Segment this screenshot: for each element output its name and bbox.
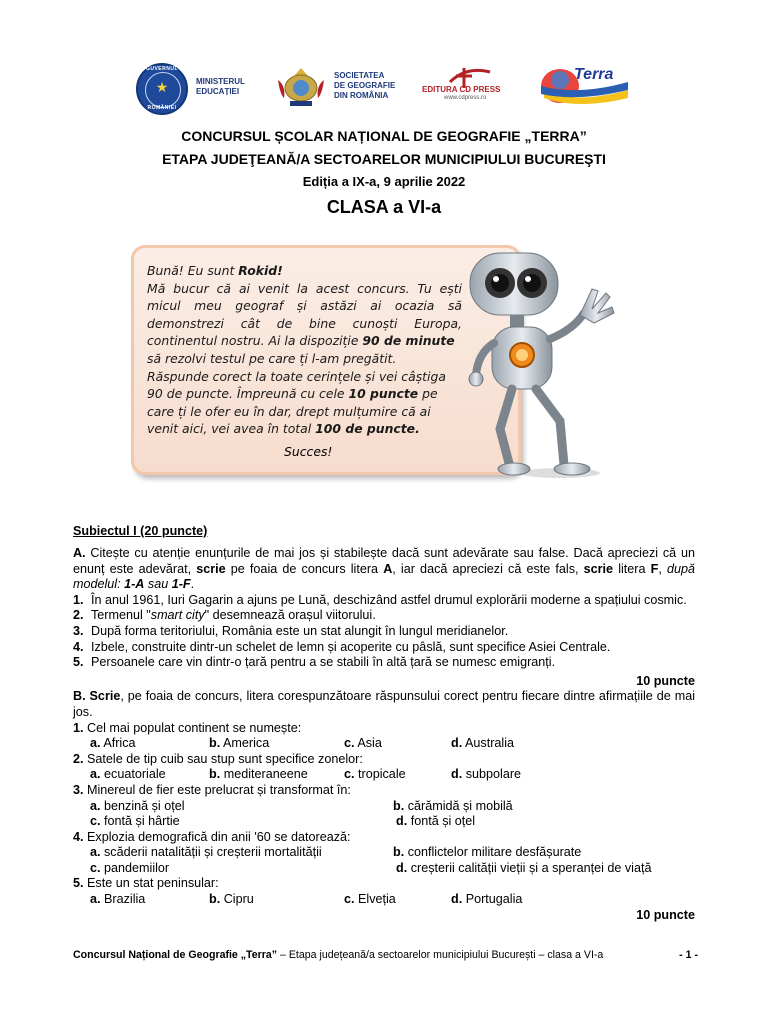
answer-option: d. Portugalia xyxy=(451,892,523,907)
subject-title: Subiectul I (20 puncte) xyxy=(73,524,208,538)
question-item: 1. Cel mai populat continent se numește: xyxy=(73,720,302,735)
society-name: SOCIETATEA DE GEOGRAFIE DIN ROMÂNIA xyxy=(334,71,396,100)
question-item: 3. Minereul de fier este prelucrat și transformat în: xyxy=(73,782,351,797)
answer-options xyxy=(73,799,695,815)
section-a-score: 10 puncte xyxy=(636,673,695,688)
intro-sign-off: Succes! xyxy=(284,444,333,459)
answer-option: a. Brazilia xyxy=(90,892,146,907)
answer-option: a. scăderii natalității și creșterii mortalității xyxy=(90,845,322,860)
answer-options xyxy=(73,814,695,830)
answer-option: c. fontă și hârtie xyxy=(90,814,180,829)
answer-option: c. Elveția xyxy=(344,892,396,907)
question-item: 4. Explozia demografică din anii '60 se datorează: xyxy=(73,829,351,844)
stage-title: ETAPA JUDEŢEANĂ/A SECTOARELOR MUNICIPIULUI BUCUREŞTI xyxy=(162,151,606,167)
section-a xyxy=(73,546,695,923)
answer-option: b. America xyxy=(209,736,270,751)
statement-item: 3. După forma teritoriului, România este un stat alungit în lungul meridianelor. xyxy=(73,623,509,638)
page-number: - 1 - xyxy=(679,949,698,961)
answer-options xyxy=(73,736,695,752)
answer-option: c. pandemiilor xyxy=(90,860,170,875)
answer-option: d. subpolare xyxy=(451,767,522,782)
section-a-instructions: A. Citește cu atenție enunțurile de mai jos și stabilește dacă sunt adevărate sau false. Dacă apreciezi că un enunț este adevărat, scrie pe foaia de concurs litera A, iar dacă apreciezi că este fals, scrie litera F, după modelul: 1-A sau 1-F. xyxy=(73,546,696,592)
statement-item: 4. Izbele, construite dintr-un schelet de lemn și acoperite cu pâslă, sunt specifice Asiei Centrale. xyxy=(73,639,611,654)
ministry-name: MINISTERUL EDUCAȚIEI xyxy=(196,77,245,96)
statement-item: 1. În anul 1961, Iuri Gagarin a ajuns pe Lună, deschizând astfel drumul explorării moderne a spațiului cosmic. xyxy=(73,592,687,607)
answer-option: b. conflictelor militare desfășurate xyxy=(393,845,582,860)
intro-message: Bună! Eu sunt Rokid! Mă bucur că ai venit la acest concurs. Tu ești micul meu geograf și astăzi ai ocazia să demonstrezi cât de bine cunoști Europa, continentul nostru. Ai la dispoziție 90 de minute să rezolvi testul pe care ți l-am pregătit. Răspunde corect la toate cerințele și vei câștiga 90 de puncte. Împreună cu cele 10 puncte pe care ți le ofer eu în dar, drept mulțumire că ai venit aici, vei avea în total 100 de puncte. xyxy=(147,263,462,437)
answer-options xyxy=(73,861,695,877)
contest-title: CONCURSUL ȘCOLAR NAȚIONAL DE GEOGRAFIE „TERRA” xyxy=(181,128,587,144)
question-item: 5. Este un stat peninsular: xyxy=(73,876,219,891)
answer-option: a. benzină și oțel xyxy=(90,798,185,813)
robot-illustration xyxy=(452,243,628,483)
answer-option: a. Africa xyxy=(90,736,136,751)
answer-option: b. mediteraneene xyxy=(209,767,308,782)
answer-option: c. tropicale xyxy=(344,767,406,782)
answer-option: d. Australia xyxy=(451,736,515,751)
section-b-instructions: B. Scrie, pe foaia de concurs, litera corespunzătoare răspunsului corect pentru fiecare dintre afirmațiile de mai jos. xyxy=(73,689,696,719)
answer-options xyxy=(73,767,695,783)
geographic-society-emblem xyxy=(272,64,330,108)
question-item: 2. Satele de tip cuib sau stup sunt specifice zonelor: xyxy=(73,751,363,766)
edition-date: Ediția a IX-a, 9 aprilie 2022 xyxy=(302,174,466,189)
answer-options xyxy=(73,845,695,861)
cd-press-logo: EDITURA CD PRESS www.cdpress.ro xyxy=(420,66,512,104)
answer-options xyxy=(73,892,695,908)
answer-option: b. Cipru xyxy=(209,892,254,907)
section-b-score: 10 puncte xyxy=(636,907,695,922)
guvernul-romaniei-seal: GUVERNUL ★ ROMÂNIEI xyxy=(136,63,188,115)
statement-item: 5. Persoanele care vin dintr-o țară pentru a se stabili în altă țară se numesc emigranți. xyxy=(73,655,556,670)
statement-item: 2. Termenul "smart city" desemnează orașul viitorului. xyxy=(73,608,376,623)
answer-option: d. fontă și oțel xyxy=(396,814,476,829)
answer-option: b. cărămidă și mobilă xyxy=(393,798,513,813)
terra-logo: Terra xyxy=(538,66,632,106)
answer-option: d. creșterii calității vieții și a speranței de viață xyxy=(396,860,652,875)
class-title: CLASA a VI-a xyxy=(326,197,442,217)
answer-option: a. ecuatoriale xyxy=(90,767,166,782)
star-icon: ★ xyxy=(155,79,169,95)
answer-option: c. Asia xyxy=(344,736,382,751)
